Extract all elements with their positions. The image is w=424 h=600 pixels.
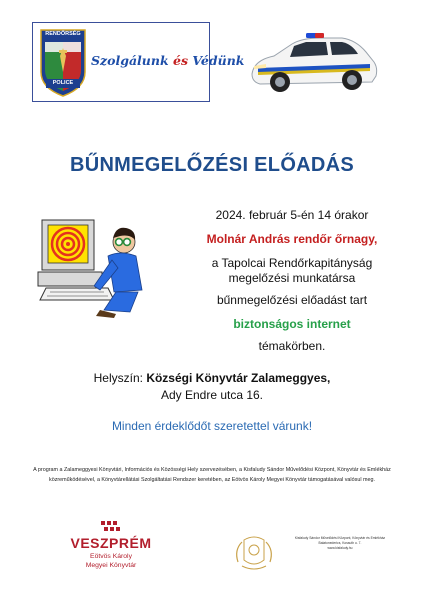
speaker-org-line2: megelőzési munkatársa	[228, 271, 356, 285]
welcome-message: Minden érdeklődőt szeretettel várunk!	[111, 419, 313, 433]
lecture-description: bűnmegelőzési előadást tart	[216, 293, 368, 307]
police-banner	[32, 22, 245, 102]
partner-name: Kisfaludy Sándor Művelődési Központ, Könyvtár és Emlékház	[294, 536, 386, 540]
partner-contact: www.kisfaludy.hu	[327, 546, 353, 550]
location-label: Helyszín:	[93, 371, 143, 385]
footer-note: A program a Zalameggyesi Könyvtári, Információs és Közösségi Hely szervezésében, a Kisfaludy Sándor Művelődési Központ, Könyvtár és Emlékház közreműködésével, a Könyvtárellátási Szolgáltatási Rendszer keretében, az Eötvös Károly Megyei Könyvtár támogatásával valósul meg.	[33, 467, 391, 483]
computer-user-clipart	[34, 210, 149, 318]
speaker-org-line1: a Tapolcai Rendőrkapitányság	[211, 256, 373, 270]
location-address: Ady Endre utca 16.	[160, 388, 264, 402]
partner-signature	[280, 536, 400, 551]
partner-address: Balatonederics, Kossuth u. 7.	[318, 541, 362, 545]
slogan-amp: és	[173, 53, 188, 68]
shield-bottom-text: POLICE	[52, 80, 74, 86]
slogan-part2: Védünk	[192, 53, 245, 68]
police-car-image	[244, 22, 382, 102]
location-line	[0, 371, 424, 386]
shield-top-text: RENDŐRSÉG	[45, 31, 81, 37]
event-date: 2024. február 5-én 14 órakor	[215, 208, 369, 222]
slogan-part1: Szolgálunk	[91, 53, 169, 68]
page-title: BŰNMEGELŐZÉSI ELŐADÁS	[69, 154, 355, 176]
veszprem-library-logo	[56, 520, 166, 580]
partner-crest-logo	[232, 532, 276, 572]
veszprem-sub2: Megyei Könyvtár	[85, 562, 137, 569]
veszprem-wordmark: VESZPRÉM	[70, 535, 152, 551]
veszprem-sub1: Eötvös Károly	[90, 553, 132, 560]
lecture-topic: biztonságos internet	[233, 317, 351, 331]
location-venue: Községi Könyvtár Zalameggyes,	[146, 371, 331, 385]
speaker-name: Molnár András rendőr őrnagy,	[206, 232, 378, 246]
lecture-topic-suffix: témakörben.	[258, 339, 326, 353]
slogan	[91, 53, 244, 68]
veszprem-dots-icon	[100, 520, 122, 534]
